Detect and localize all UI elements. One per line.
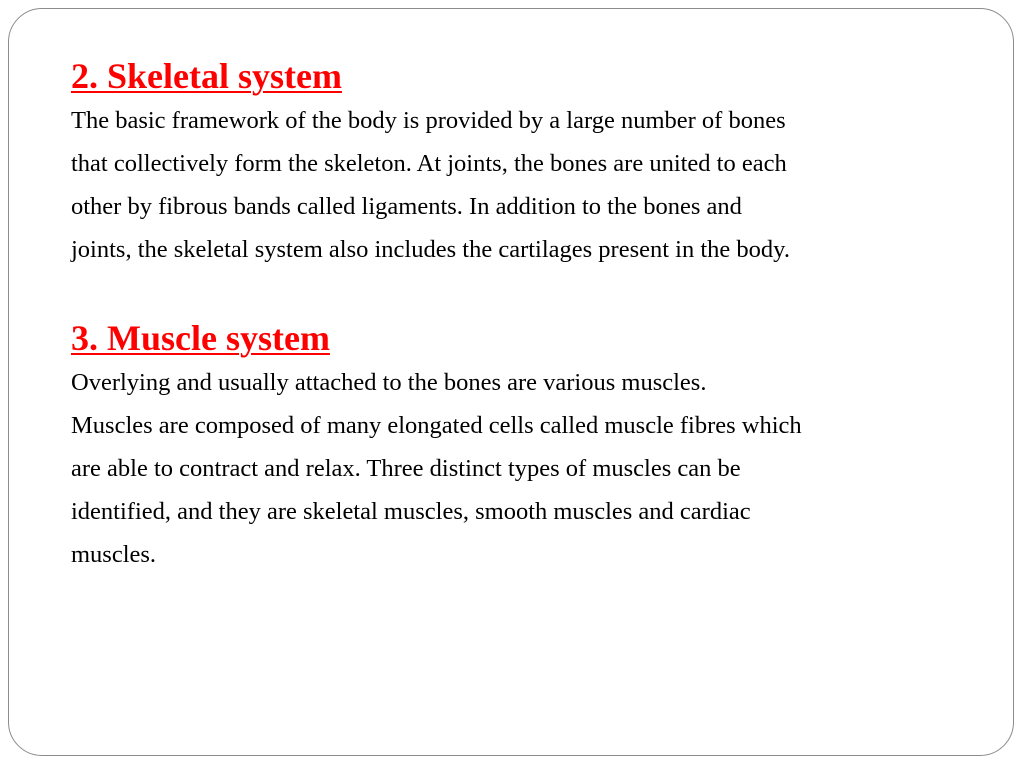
paragraph-line: Muscles are composed of many elongated cells called muscle fibres which xyxy=(71,412,802,439)
skeletal-system-paragraph xyxy=(71,99,951,271)
paragraph-line: muscles. xyxy=(71,541,157,568)
slide-frame xyxy=(8,8,1014,756)
slide-content xyxy=(71,53,951,576)
paragraph-line: The basic framework of the body is provided by a large number of bones xyxy=(71,107,786,134)
muscle-system-heading: 3. Muscle system xyxy=(71,318,330,358)
paragraph-line: are able to contract and relax. Three distinct types of muscles can be xyxy=(71,455,741,482)
paragraph-line: Overlying and usually attached to the bones are various muscles. xyxy=(71,369,707,396)
paragraph-line: that collectively form the skeleton. At joints, the bones are united to each xyxy=(71,150,787,177)
skeletal-system-heading: 2. Skeletal system xyxy=(71,56,342,96)
section-spacer xyxy=(71,271,951,315)
paragraph-line: joints, the skeletal system also includes the cartilages present in the body. xyxy=(71,236,790,263)
paragraph-line: other by fibrous bands called ligaments. In addition to the bones and xyxy=(71,193,742,220)
paragraph-line: identified, and they are skeletal muscles, smooth muscles and cardiac xyxy=(71,498,751,525)
muscle-system-paragraph xyxy=(71,361,951,576)
